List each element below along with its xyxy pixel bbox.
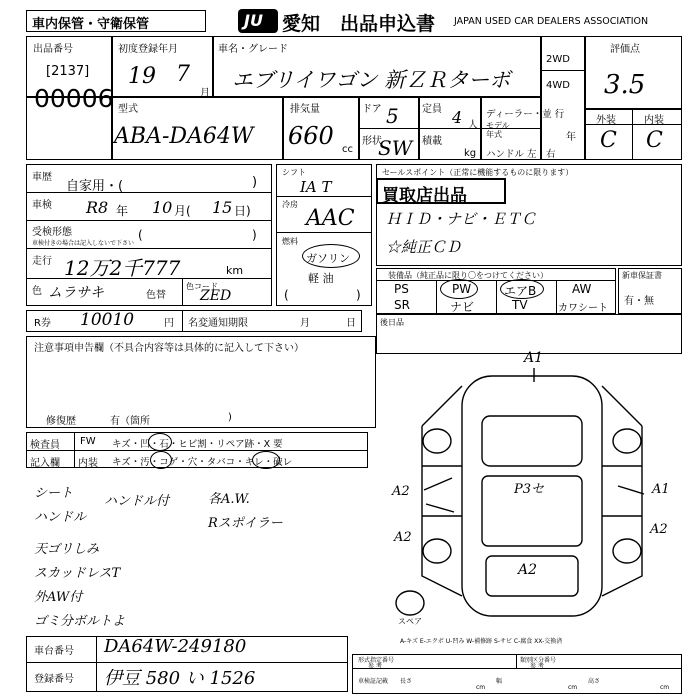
name-change-month: 月 (300, 318, 310, 329)
form-title: 出品申込書 (340, 13, 436, 35)
recycle-value: 10010 (80, 310, 135, 330)
recycle-unit: 円 (164, 318, 174, 329)
sales-point-label: セールスポイント（正常に機能するものに限ります） (382, 168, 574, 177)
equip-airbag-circle (500, 279, 544, 299)
damage-left-mark-2: A2 (394, 530, 412, 545)
rating-value: 3.5 (604, 70, 646, 100)
car-name-label: 車名・グレード (218, 44, 288, 55)
damage-rear-mark: A2 (518, 562, 538, 578)
name-change-day: 日 (346, 318, 356, 329)
registration-label: 初度登録年月 (118, 44, 178, 55)
drive-2wd: 2WD (546, 54, 570, 65)
wheel-rear-right (613, 539, 641, 563)
received-open: ( (138, 228, 143, 242)
spec-label-7: 幅 (496, 678, 503, 685)
storage-tag: 車内保管・守衛保管 (32, 17, 150, 32)
received-label: 受検形態 (32, 227, 72, 238)
shape-label: 形状 (362, 136, 382, 147)
damage-front-mark: A1 (524, 350, 544, 366)
model-year-label: モデル 年式 (486, 121, 510, 139)
wheel-front-left (423, 429, 451, 453)
inspection-day: 15 (212, 198, 233, 217)
fw-circle (148, 433, 172, 451)
form-spec-block (352, 654, 682, 694)
interior-label: 内装 (644, 115, 664, 126)
warranty-value: 有・無 (624, 296, 654, 307)
inspector-int: 内装 (78, 458, 98, 469)
equip-sr: SR (394, 298, 410, 312)
handle-label: ハンドル 左・右 (486, 149, 556, 160)
entry-sub-number: [2137] (46, 64, 90, 79)
shape-value: SW (378, 136, 413, 160)
registration-month-unit: 月 (200, 88, 210, 99)
car-damage-diagram (382, 356, 682, 646)
model-value: ABA-DA64W (114, 124, 254, 149)
displacement-label: 排気量 (290, 104, 320, 115)
equip-pw: PW (452, 282, 472, 296)
color-code-value: ZED (200, 288, 232, 304)
car-name-value: エブリイワゴン 新ＺＲターボ (232, 68, 511, 92)
mileage-unit: km (226, 264, 244, 277)
spec-unit-3: cm (660, 684, 670, 691)
ac-value: AAC (306, 206, 355, 231)
left-side-outline (422, 426, 462, 596)
spec-label-6: 長さ (400, 678, 413, 685)
displacement-unit: cc (342, 144, 353, 155)
shift-label: シフト (282, 168, 306, 177)
spec-unit-2: cm (568, 684, 578, 691)
registration-year: 19 (128, 64, 156, 89)
history-value: 自家用・( (66, 179, 124, 194)
exterior-label: 外装 (596, 115, 616, 126)
equip-seat: カワシート (558, 303, 608, 314)
damage-left-mark-1: A2 (392, 484, 410, 499)
spare-label: スペア (398, 617, 422, 626)
equip-airbag: エアB (504, 284, 537, 298)
color-label: 色 (32, 286, 42, 297)
color-value: ムラサキ (48, 285, 104, 301)
hand-note-4: スカッドレスT (34, 566, 121, 581)
inspector-int-list: キズ・汚・コゲ・穴・タバコ・キレ・破レ (112, 457, 293, 468)
hand-note-5: 外AW付 (34, 590, 83, 605)
model-year-unit: 年 (566, 132, 576, 143)
interior-value: C (646, 128, 663, 153)
fuel-gasoline: ガソリン (306, 252, 350, 265)
spec-label-2: 参 考 (368, 663, 382, 670)
rating-label: 評価点 (610, 44, 640, 55)
fuel-paren-open: ( (284, 288, 289, 302)
equip-aw: AW (572, 282, 592, 296)
hand-note-7: ハンドル付 (104, 494, 170, 509)
org-name: 愛知 (282, 13, 321, 35)
capacity-label: 定員 (422, 104, 442, 115)
int-circle-1 (150, 451, 172, 469)
wheel-rear-left (423, 539, 451, 563)
windshield (482, 416, 582, 466)
model-label: 型式 (118, 104, 138, 115)
inspection-month: 10 (152, 198, 173, 217)
hand-note-9: Rスポイラー (208, 516, 283, 531)
equip-ps: PS (394, 282, 409, 296)
spec-unit-1: cm (476, 684, 486, 691)
inspector-label-1: 検査員 (30, 440, 60, 451)
name-change-label: 名変通知期限 (188, 318, 248, 329)
spec-label-8: 高さ (588, 678, 601, 685)
equip-navi: ナビ (450, 300, 475, 314)
damage-roof-mark: P3セ (514, 482, 545, 497)
inspector-fw: FW (80, 436, 96, 447)
inspection-label: 車検 (32, 200, 52, 211)
fuel-diesel: 軽 油 (308, 272, 334, 285)
sales-point-note-2: ☆純正ＣＤ (386, 238, 462, 256)
equipment-label: 装備品（純正品に限り〇をつけてください） (388, 271, 548, 280)
inspection-day-unit: 日) (234, 204, 251, 218)
equip-navi-circle (440, 279, 478, 299)
entry-number-label: 出品番号 (33, 44, 73, 55)
hand-note-8: 各A.W. (208, 492, 250, 507)
int-circle-2 (252, 451, 280, 469)
inspection-year: R8 (86, 198, 109, 217)
plate-label: 登録番号 (34, 674, 74, 685)
repair-history-value: 有（箇所 (110, 416, 150, 427)
after-parts-label: 後日品 (380, 318, 404, 327)
repair-history-close: ) (228, 412, 232, 423)
doors-label: ドア (362, 104, 382, 115)
color-swatch-label: 色替 (146, 290, 166, 301)
hand-note-3: 天ゴリしみ (34, 542, 100, 557)
warranty-label: 新車保証書 (622, 271, 662, 280)
repair-history-label: 修復歴 (46, 416, 76, 427)
hand-note-6: ゴミ分ボルトよ (34, 614, 126, 629)
mileage-value: 12万2千777 (64, 256, 181, 280)
received-note: 車検付きの場合は記入しないで下さい (32, 240, 135, 247)
inspection-year-unit: 年 (116, 204, 129, 218)
association-name: JAPAN USED CAR DEALERS ASSOCIATION (454, 16, 649, 27)
spec-label-5: 車検証記載 (358, 678, 389, 685)
hand-note-2: ハンドル (34, 510, 87, 525)
received-close: ) (252, 228, 257, 242)
entry-number: 00006 (34, 84, 114, 113)
exterior-value: C (600, 128, 617, 153)
dealer-label: ディーラー・並 行 (486, 109, 565, 120)
history-close: ) (252, 175, 258, 190)
fuel-label: 燃料 (282, 237, 298, 246)
damage-right-mark-1: A1 (652, 482, 670, 497)
hand-note-1: シート (34, 486, 74, 501)
equip-tv: TV (512, 298, 528, 312)
load-label: 積載 (422, 136, 442, 147)
damage-legend: A-キズ E-エクボ U-凹み W-補修跡 S-サビ C-腐食 XX-交換済 (400, 638, 563, 645)
wheel-front-right (613, 429, 641, 453)
inspection-month-unit: 月( (174, 204, 191, 218)
spec-label-3: 類別区分番号 (520, 657, 557, 664)
spec-label-1: 形式指定番号 (358, 657, 395, 664)
notes-label: 注意事項申告欄（不具合内容等は具体的に記入して下さい） (34, 343, 304, 354)
after-parts-block (376, 314, 682, 354)
doors-value: 5 (386, 104, 399, 128)
drive-4wd: 4WD (546, 80, 570, 91)
registration-month: 7 (176, 62, 190, 87)
fuel-paren-close: ) (356, 288, 361, 302)
color-code-label: 色コード (186, 282, 218, 291)
shift-value: IA T (300, 178, 332, 196)
history-label: 車歴 (32, 172, 52, 183)
displacement-value: 660 (288, 122, 334, 150)
spare-tire (396, 591, 424, 615)
chassis-label: 車台番号 (34, 646, 74, 657)
ac-label: 冷房 (282, 200, 298, 209)
load-unit: kg (464, 148, 477, 159)
chassis-value: DA64W-249180 (104, 636, 247, 657)
capacity-value: 4 (452, 108, 463, 127)
capacity-unit: 人 (468, 120, 478, 131)
plate-value: 伊豆 580 い 1526 (104, 668, 256, 689)
right-side-outline (602, 426, 642, 596)
inspector-fw-list: キズ・凹・石・ヒビ割・リペア跡・X 要 (112, 439, 283, 450)
sales-point-note-1: ＨＩＤ・ナビ・ＥＴＣ (386, 210, 537, 228)
fuel-gasoline-circle (302, 244, 360, 268)
ju-logo-text: JU (244, 11, 263, 30)
spec-label-4: 参 考 (530, 663, 544, 670)
damage-right-mark-2: A2 (650, 522, 668, 537)
mileage-label: 走行 (32, 256, 52, 267)
inspector-label-2: 記入欄 (30, 458, 60, 469)
sales-point-stamp: 買取店出品 (382, 186, 467, 206)
recycle-label: R券 (34, 318, 51, 329)
